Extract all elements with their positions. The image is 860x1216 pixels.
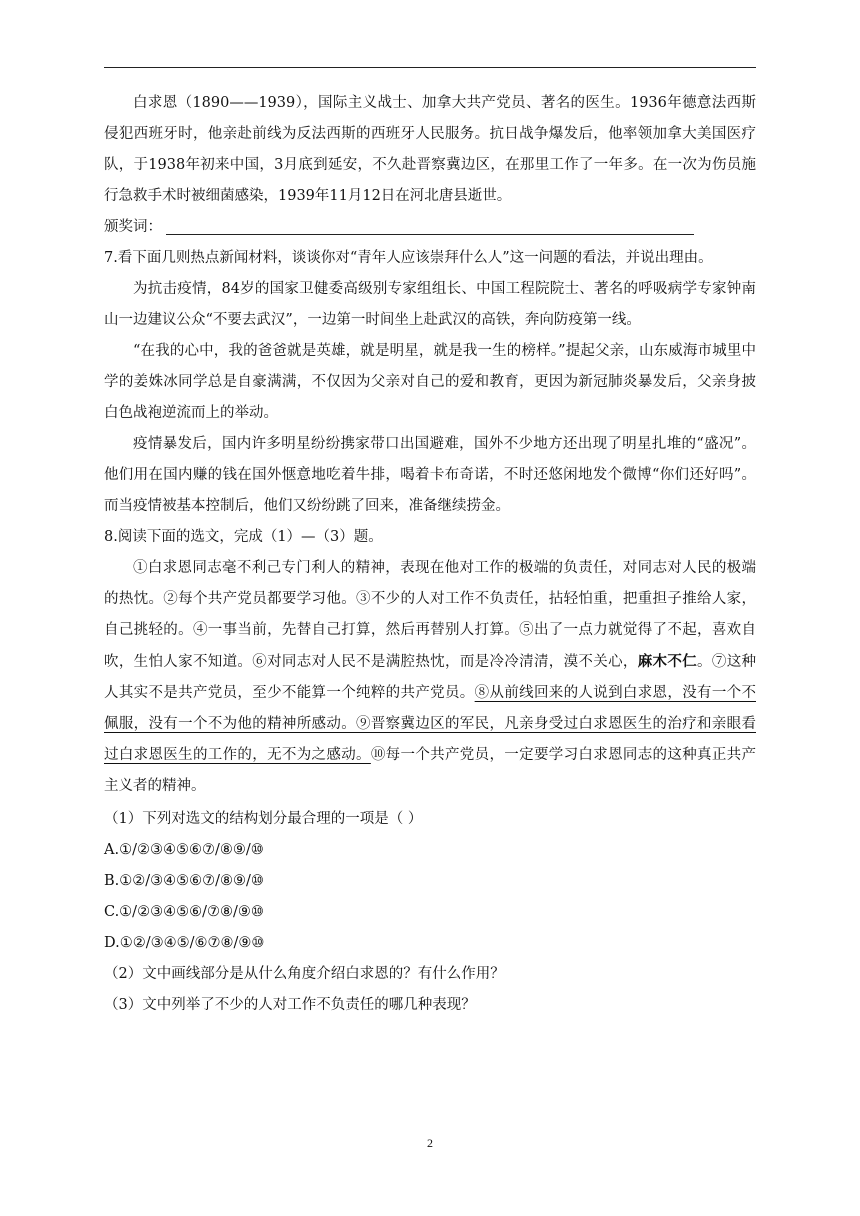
page-number: 2 <box>427 1136 433 1150</box>
question-7-prompt: 7.看下面几则热点新闻材料，谈谈你对“青年人应该崇拜什么人”这一问题的看法，并说出理由。 <box>104 250 713 266</box>
option-a[interactable]: A.①/②③④⑤⑥⑦/⑧⑨/⑩ <box>104 842 264 858</box>
bold-phrase: 麻木不仁 <box>637 653 698 670</box>
news-item-1: 为抗击疫情，84岁的国家卫健委高级别专家组组长、中国工程院院士、著名的呼吸病学专家钟南山一边建议公众“不要去武汉”，一边第一时间坐上赴武汉的高铁，奔向防疫第一线。 <box>104 281 756 328</box>
award-label: 颁奖词： <box>104 219 162 235</box>
bethune-biography: 白求恩（1890——1939），国际主义战士、加拿大共产党员、著名的医生。1936年德意法西斯侵犯西班牙时，他亲赴前线为反法西斯的西班牙人民服务。抗日战争爆发后，他率领加拿大美国医疗队，于1938年初来中国，3月底到延安，不久赴晋察冀边区，在那里工作了一年多。在一次为伤员施行急救手术时被细菌感染，1939年11月12日在河北唐县逝世。 <box>104 95 756 204</box>
passage-sentence-6: ⑥对同志对人民不是满腔热忱，而是冷冷清清，漠不关心， <box>252 654 638 670</box>
option-c[interactable]: C.①/②③④⑤⑥/⑦⑧/⑨⑩ <box>104 904 264 920</box>
option-d[interactable]: D.①②/③④⑤/⑥⑦⑧/⑨⑩ <box>104 935 265 951</box>
passage-sentence-7: 。⑦这种人其实不是共产党员，至少不能算一个纯粹的共产党员。 <box>104 654 757 701</box>
reading-passage <box>104 553 756 802</box>
news-item-2: “在我的心中，我的爸爸就是英雄，就是明星，就是我一生的榜样。”提起父亲，山东威海市城里中学的姜姝冰同学总是自豪满满，不仅因为父亲对自己的爱和教育，更因为新冠肺炎暴发后，父亲身披白色战袍逆流而上的举动。 <box>104 343 756 421</box>
sub-question-1: （1）下列对选文的结构划分最合理的一项是（ ） <box>104 811 423 827</box>
news-item-3: 疫情暴发后，国内许多明星纷纷携家带口出国避难，国外不少地方还出现了明星扎堆的“盛况”。他们用在国内赚的钱在国外惬意地吃着牛排，喝着卡布奇诺，不时还悠闲地发个微博“你们还好吗”。而当疫情被基本控制后，他们又纷纷跳了回来，准备继续捞金。 <box>104 436 756 514</box>
sub-question-2: （2）文中画线部分是从什么角度介绍白求恩的？有什么作用？ <box>104 966 505 982</box>
header-rule <box>104 67 756 68</box>
question-8-prompt: 8.阅读下面的选文，完成（1）—（3）题。 <box>104 529 383 545</box>
sub-question-3: （3）文中列举了不少的人对工作不负责任的哪几种表现？ <box>104 997 476 1013</box>
passage-sentences-1-5: ①白求恩同志毫不利己专门利人的精神，表现在他对工作的极端的负责任，对同志对人民的极端的热忱。②每个共产党员都要学习他。③不少的人对工作不负责任，拈轻怕重，把重担子推给人家，自己挑轻的。④一事当前，先替自己打算，然后再替别人打算。⑤出了一点力就觉得了不起，喜欢自吹，生怕人家不知道。 <box>104 560 756 670</box>
passage-sentence-10: ⑩每一个共产党员，一定要学习白求恩同志的这种真正共产主义者的精神。 <box>104 747 756 794</box>
underlined-sentences-8-9: ⑧从前线回来的人说到白求恩，没有一个不佩服，没有一个不为他的精神所感动。⑨晋察冀边区的军民，凡亲身受过白求恩医生的治疗和亲眼看过白求恩医生的工作的，无不为之感动。 <box>104 685 756 763</box>
document-body <box>104 88 756 1021</box>
option-b[interactable]: B.①②/③④⑤⑥⑦/⑧⑨/⑩ <box>104 873 264 889</box>
award-answer-blank[interactable] <box>166 216 694 235</box>
award-speech-line <box>104 212 756 243</box>
